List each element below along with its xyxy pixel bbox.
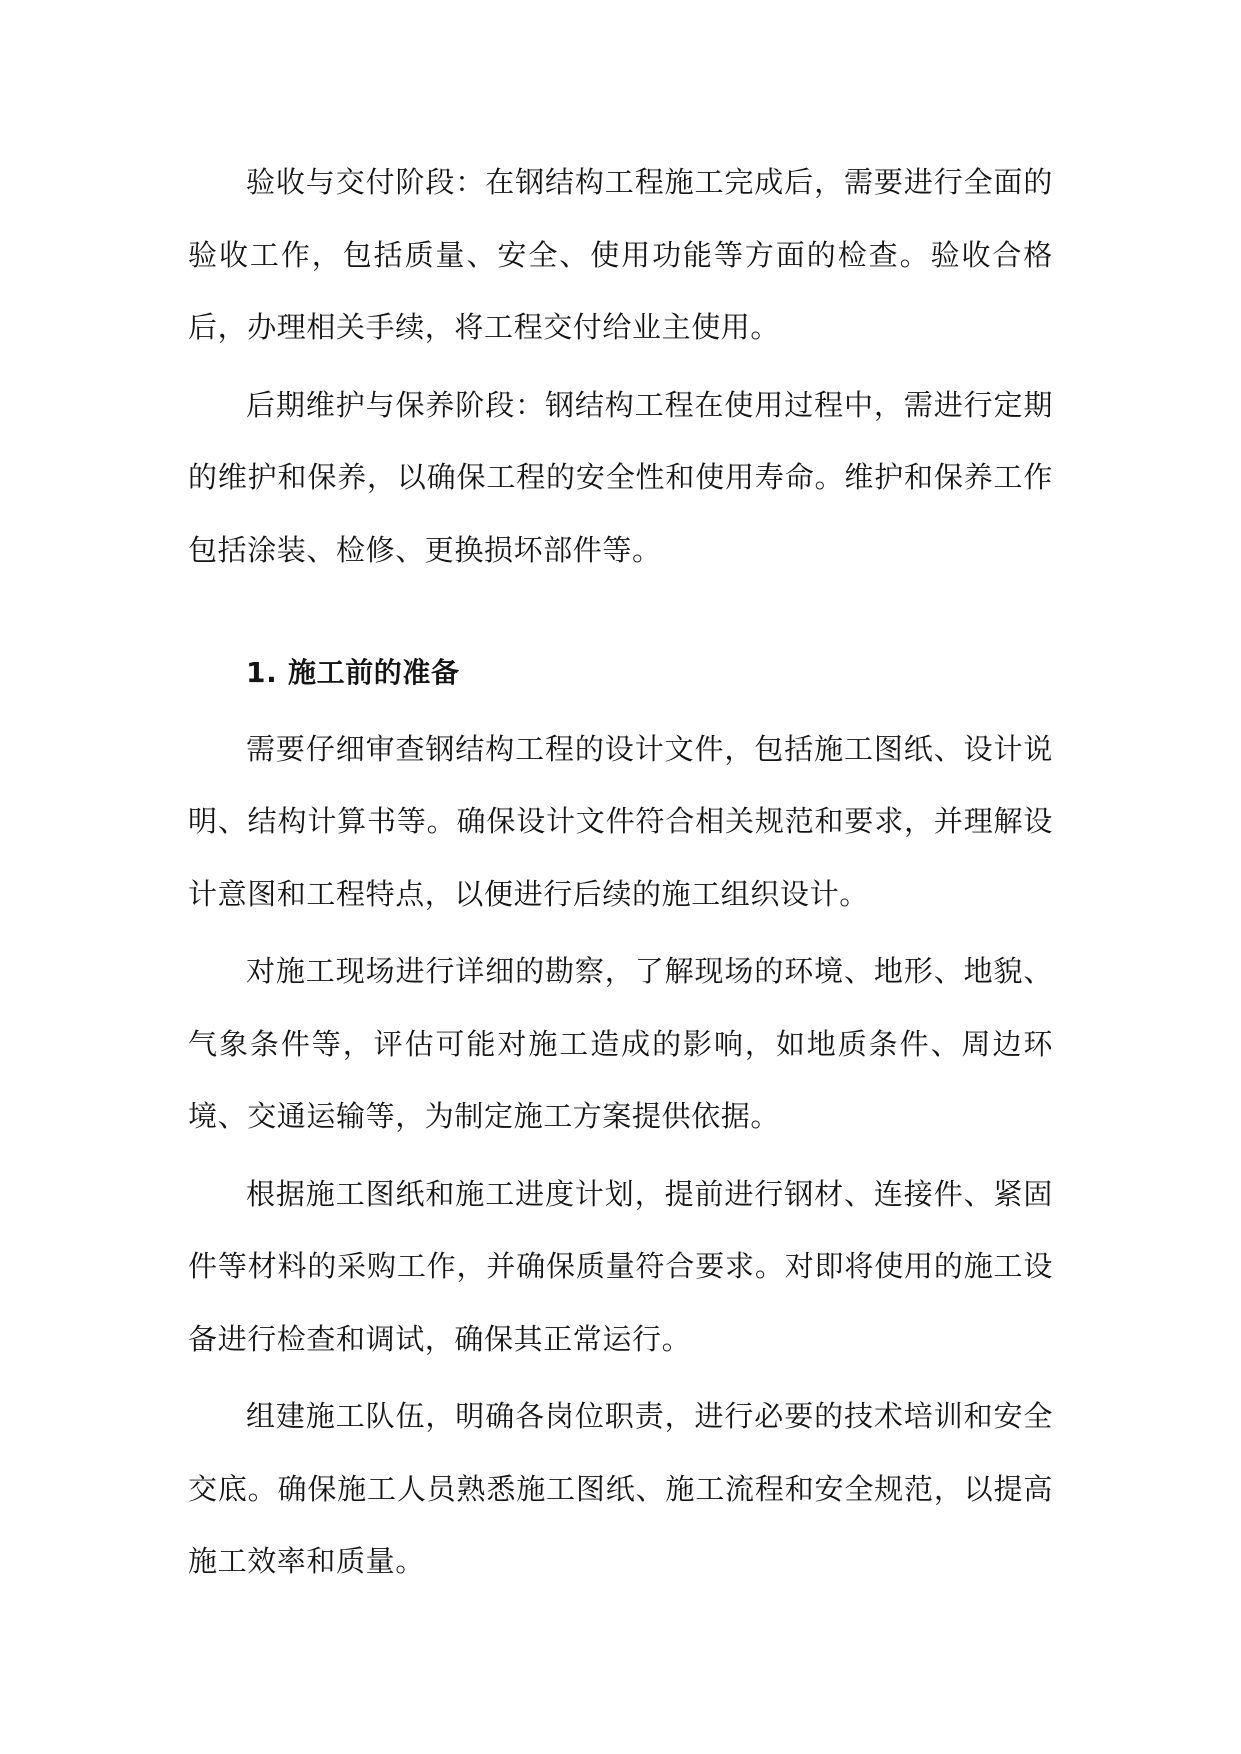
section-title: 施工前的准备 bbox=[288, 656, 460, 689]
paragraph-team-organization: 组建施工队伍，明确各岗位职责，进行必要的技术培训和安全交底。确保施工人员熟悉施工图纸、施工流程和安全规范，以提高施工效率和质量。 bbox=[188, 1399, 1053, 1578]
paragraph-site-survey: 对施工现场进行详细的勘察，了解现场的环境、地形、地貌、气象条件等，评估可能对施工造成的影响，如地质条件、周边环境、交通运输等，为制定施工方案提供依据。 bbox=[188, 954, 1053, 1133]
paragraph-maintenance: 后期维护与保养阶段：钢结构工程在使用过程中，需进行定期的维护和保养，以确保工程的安全性和使用寿命。维护和保养工作包括涂装、检修、更换损坏部件等。 bbox=[188, 387, 1053, 567]
paragraph-material-procurement: 根据施工图纸和施工进度计划，提前进行钢材、连接件、紧固件等材料的采购工作，并确保质量符合要求。对即将使用的施工设备进行检查和调试，确保其正常运行。 bbox=[188, 1176, 1053, 1356]
paragraph-design-review: 需要仔细审查钢结构工程的设计文件，包括施工图纸、设计说明、结构计算书等。确保设计文件符合相关规范和要求，并理解设计意图和工程特点，以便进行后续的施工组织设计。 bbox=[188, 731, 1053, 911]
paragraph-acceptance-delivery: 验收与交付阶段：在钢结构工程施工完成后，需要进行全面的验收工作，包括质量、安全、使用功能等方面的检查。验收合格后，办理相关手续，将工程交付给业主使用。 bbox=[188, 165, 1053, 344]
section-number: 1. bbox=[246, 656, 278, 689]
section-heading bbox=[246, 637, 1053, 710]
document-body bbox=[188, 146, 1053, 1603]
